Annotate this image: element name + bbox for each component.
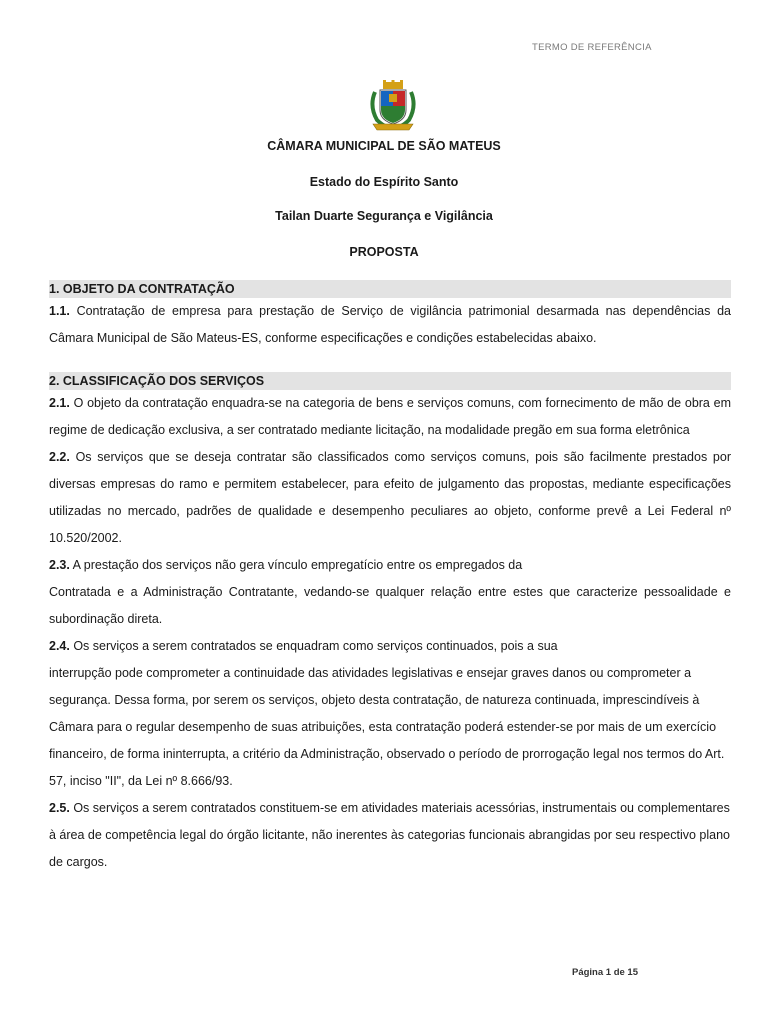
clause-number: 1.1.: [49, 304, 70, 318]
section-heading-classificacao: 2. CLASSIFICAÇÃO DOS SERVIÇOS: [49, 372, 731, 390]
municipal-crest-icon: [367, 80, 419, 132]
clause-text: Os serviços a serem contratados constituem-se em atividades materiais acessórias, instrumentais ou complementares à área de competência legal do órgão licitante, não inerentes às categorias funcionais abrangidas por seu respectivo plano de cargos.: [49, 801, 730, 869]
clause-2-1: [49, 390, 731, 444]
clause-text: O objeto da contratação enquadra-se na categoria de bens e serviços comuns, com fornecimento de mão de obra em regime de dedicação exclusiva, a ser contratado mediante licitação, na modalidade pregão em sua forma eletrônica: [49, 396, 731, 437]
state-subtitle: Estado do Espírito Santo: [309, 175, 459, 189]
clause-2-3: [49, 552, 731, 579]
clause-text: Os serviços a serem contratados se enquadram como serviços continuados, pois a sua: [69, 639, 558, 653]
clause-2-4: [49, 633, 731, 660]
section-heading-objeto: 1. OBJETO DA CONTRATAÇÃO: [49, 280, 731, 298]
company-subtitle: Tailan Duarte Segurança e Vigilância: [275, 209, 493, 223]
clause-text: A prestação dos serviços não gera vínculo empregatício entre os empregados da: [69, 558, 523, 572]
clause-number: 2.5.: [49, 801, 70, 815]
document-type-title: PROPOSTA: [349, 245, 419, 259]
clause-number: 2.2.: [49, 450, 70, 464]
page-number-footer: Página 1 de 15: [572, 967, 639, 978]
clause-1-1: [49, 298, 731, 352]
clause-text: Os serviços que se deseja contratar são classificados como serviços comuns, pois são facilmente prestados por diversas empresas do ramo e permitem estabelecer, para efeito de julgamento das propostas, mediante especificações utilizadas no mercado, padrões de qualidade e desempenho peculiares ao objeto, conforme prevê a Lei Federal nº 10.520/2002.: [49, 450, 731, 545]
clause-number: 2.1.: [49, 396, 70, 410]
clause-2-2: [49, 444, 731, 552]
clause-number: 2.3.: [49, 558, 70, 572]
clause-number: 2.4.: [49, 639, 70, 653]
clause-2-5: [49, 795, 731, 876]
clause-2-4-continuation: interrupção pode comprometer a continuidade das atividades legislativas e ensejar graves danos ou comprometer a segurança. Dessa forma, por serem os serviços, objeto desta contratação, de natureza continuada, imprescindíveis à Câmara para o regular desempenho de suas atribuições, esta contratação poderá estender-se por mais de um exercício financeiro, de forma ininterrupta, a critério da Administração, observado o período de prorrogação legal nos termos do Art. 57, inciso "II", da Lei nº 8.666/93.: [49, 666, 725, 788]
institution-title: CÂMARA MUNICIPAL DE SÃO MATEUS: [267, 139, 501, 153]
clause-text: Contratação de empresa para prestação de Serviço de vigilância patrimonial desarmada nas dependências da Câmara Municipal de São Mateus-ES, conforme especificações e condições estabelecidas abaixo.: [49, 304, 731, 345]
clause-2-3-continuation: Contratada e a Administração Contratante, vedando-se qualquer relação entre estes que caracterize pessoalidade e subordinação direta.: [49, 585, 731, 626]
document-body: [49, 280, 731, 876]
document-header-label: TERMO DE REFERÊNCIA: [532, 42, 652, 53]
